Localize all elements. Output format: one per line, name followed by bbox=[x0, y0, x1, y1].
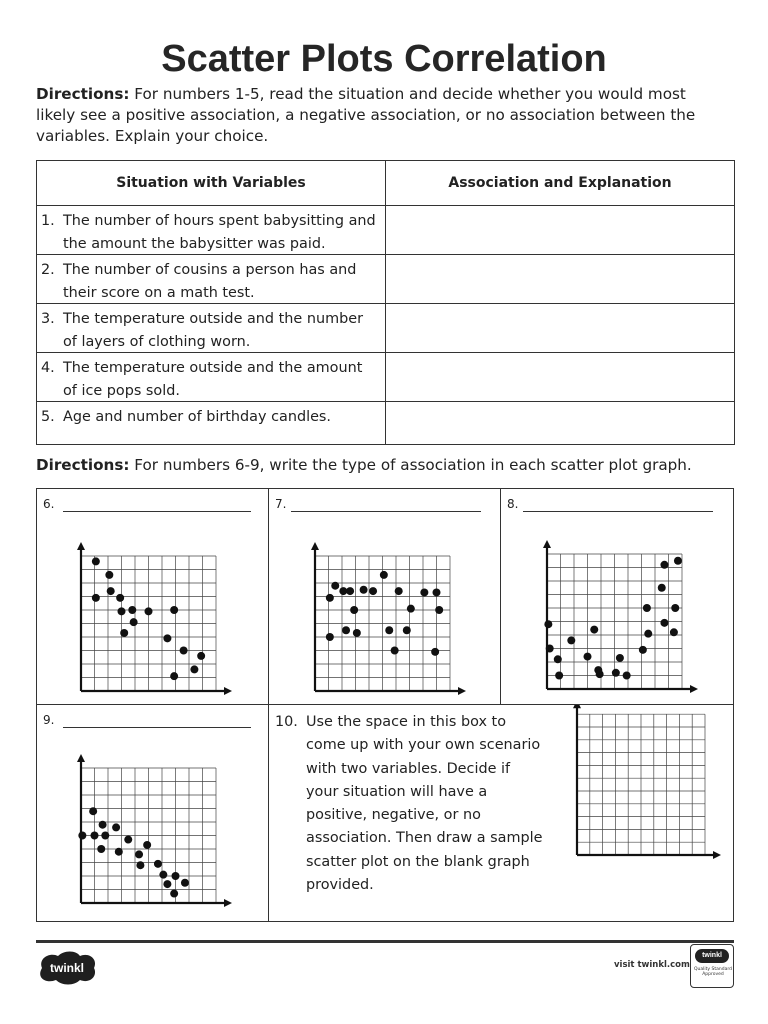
scatter-point bbox=[180, 647, 188, 655]
scatter-point bbox=[181, 879, 189, 887]
twinkl-logo-icon bbox=[36, 950, 98, 986]
directions-label: Directions: bbox=[36, 456, 130, 474]
scatter-point bbox=[112, 823, 120, 831]
scatter-point bbox=[623, 672, 631, 680]
question-number: 8. bbox=[507, 497, 519, 511]
row-situation: The temperature outside and the number of layers of clothing worn. bbox=[63, 311, 363, 350]
scatter-point bbox=[91, 832, 99, 840]
y-axis-arrow bbox=[543, 540, 551, 548]
scatter-point bbox=[172, 872, 180, 880]
scatter-point bbox=[670, 628, 678, 636]
scatter-point bbox=[546, 645, 554, 653]
scatter-point bbox=[89, 807, 97, 815]
scatter-point bbox=[660, 561, 668, 569]
answer-cell-4[interactable] bbox=[386, 353, 734, 401]
scatter-plot-8 bbox=[501, 489, 733, 705]
question-number: 9. bbox=[43, 713, 55, 727]
logo-text: twinkl bbox=[49, 961, 85, 975]
twinkl-logo bbox=[36, 950, 98, 990]
page-title: Scatter Plots Correlation bbox=[161, 38, 607, 80]
answer-cell-2[interactable] bbox=[386, 255, 734, 303]
scatter-point bbox=[78, 832, 86, 840]
answer-line-6[interactable] bbox=[63, 511, 251, 512]
scatter-point bbox=[326, 633, 334, 641]
scatter-point bbox=[143, 841, 151, 849]
row-number: 5. bbox=[41, 409, 55, 425]
scatter-point bbox=[584, 653, 592, 661]
scatter-point bbox=[612, 669, 620, 677]
scatter-point bbox=[105, 571, 113, 579]
x-axis-arrow bbox=[458, 687, 466, 695]
row-number: 3. bbox=[41, 311, 55, 327]
scatter-point bbox=[128, 606, 136, 614]
scatter-plot-7 bbox=[269, 489, 501, 705]
row-situation: The temperature outside and the amount of ice pops sold. bbox=[63, 360, 363, 399]
scatter-point bbox=[658, 584, 666, 592]
scatter-point bbox=[360, 586, 368, 594]
answer-line-8[interactable] bbox=[523, 511, 713, 512]
scatter-point bbox=[163, 880, 171, 888]
scatter-point bbox=[197, 652, 205, 660]
scatter-point bbox=[643, 604, 651, 612]
header-association: Association and Explanation bbox=[448, 175, 672, 191]
scatter-plot-6 bbox=[37, 489, 269, 705]
scatter-point bbox=[639, 646, 647, 654]
row-situation: The number of cousins a person has and their score on a math test. bbox=[63, 262, 357, 301]
y-axis-arrow bbox=[77, 542, 85, 550]
scatter-point bbox=[346, 587, 354, 595]
scatter-plots-grid bbox=[36, 488, 734, 922]
directions-2 bbox=[36, 455, 726, 476]
header-situation: Situation with Variables bbox=[37, 161, 386, 205]
scatter-point bbox=[369, 587, 377, 595]
scatter-point bbox=[644, 630, 652, 638]
table-row bbox=[37, 254, 734, 303]
scatter-point bbox=[385, 626, 393, 634]
scatter-point bbox=[170, 672, 178, 680]
scatter-point bbox=[433, 588, 441, 596]
question-10-text: Use the space in this box to come up with your own scenario with two variables. Decide if your situation will have a positive, negative, or no association. Then draw a sample scatter plot on the blank graph provided. bbox=[306, 714, 543, 894]
scatter-point bbox=[431, 648, 439, 656]
scatter-point bbox=[107, 587, 115, 595]
directions-text: For numbers 1-5, read the situation and decide whether you would most likely see a positive association, a negative association, or no association between the variables. Explain your choice. bbox=[36, 85, 696, 145]
answer-line-9[interactable] bbox=[63, 727, 251, 728]
scatter-point bbox=[555, 672, 563, 680]
answer-cell-3[interactable] bbox=[386, 304, 734, 352]
x-axis-arrow bbox=[224, 899, 232, 907]
row-situation: Age and number of birthday candles. bbox=[63, 409, 332, 425]
scatter-point bbox=[130, 618, 138, 626]
plot-cell-10 bbox=[269, 705, 733, 921]
y-axis-arrow bbox=[573, 705, 581, 708]
table-row bbox=[37, 352, 734, 401]
scatter-point bbox=[671, 604, 679, 612]
scatter-point bbox=[403, 626, 411, 634]
scatter-point bbox=[407, 605, 415, 613]
table-row bbox=[37, 205, 734, 254]
scatter-point bbox=[350, 606, 358, 614]
plot-cell-6 bbox=[37, 489, 269, 705]
scatter-point bbox=[118, 607, 126, 615]
scatter-point bbox=[674, 557, 682, 565]
scatter-point bbox=[101, 832, 109, 840]
plot-cell-9 bbox=[37, 705, 269, 921]
scatter-point bbox=[154, 860, 162, 868]
badge-text: Quality Standard Approved bbox=[694, 967, 732, 977]
visit-link[interactable]: visit twinkl.com bbox=[614, 960, 690, 970]
scatter-point bbox=[120, 629, 128, 637]
table-header bbox=[37, 161, 734, 205]
footer-rule bbox=[36, 940, 734, 943]
scatter-point bbox=[391, 647, 399, 655]
row-number: 4. bbox=[41, 360, 55, 376]
scatter-point bbox=[92, 557, 100, 565]
blank-graph-10[interactable] bbox=[269, 705, 733, 921]
x-axis-arrow bbox=[690, 685, 698, 693]
scatter-point bbox=[331, 582, 339, 590]
row-number: 1. bbox=[41, 213, 55, 229]
scatter-point bbox=[594, 666, 602, 674]
row-number: 2. bbox=[41, 262, 55, 278]
scatter-point bbox=[145, 607, 153, 615]
scatter-point bbox=[660, 619, 668, 627]
plot-cell-8 bbox=[501, 489, 733, 705]
answer-cell-1[interactable] bbox=[386, 206, 734, 254]
answer-cell-5[interactable] bbox=[386, 402, 734, 444]
scatter-point bbox=[124, 836, 132, 844]
y-axis-arrow bbox=[77, 754, 85, 762]
scatter-point bbox=[380, 571, 388, 579]
situations-table bbox=[36, 160, 735, 445]
table-row bbox=[37, 401, 734, 444]
scatter-point bbox=[92, 594, 100, 602]
directions-1 bbox=[36, 84, 726, 147]
scatter-point bbox=[136, 861, 144, 869]
row-situation: The number of hours spent babysitting and the amount the babysitter was paid. bbox=[63, 213, 376, 252]
x-axis-arrow bbox=[224, 687, 232, 695]
quality-badge bbox=[690, 944, 734, 988]
table-row bbox=[37, 303, 734, 352]
scatter-point bbox=[395, 587, 403, 595]
grid bbox=[81, 768, 216, 903]
scatter-point bbox=[135, 850, 143, 858]
answer-line-7[interactable] bbox=[291, 511, 481, 512]
question-number: 6. bbox=[43, 497, 55, 511]
scatter-point bbox=[170, 606, 178, 614]
scatter-point bbox=[97, 845, 105, 853]
question-number: 7. bbox=[275, 497, 287, 511]
scatter-point bbox=[326, 594, 334, 602]
scatter-point bbox=[544, 620, 552, 628]
scatter-point bbox=[115, 848, 123, 856]
scatter-point bbox=[567, 636, 575, 644]
x-axis-arrow bbox=[713, 851, 721, 859]
directions-label: Directions: bbox=[36, 85, 130, 103]
plot-cell-7 bbox=[269, 489, 501, 705]
scatter-plot-9 bbox=[37, 705, 269, 921]
scatter-point bbox=[435, 606, 443, 614]
y-axis-arrow bbox=[311, 542, 319, 550]
badge-logo: twinkl bbox=[695, 949, 729, 963]
scatter-point bbox=[342, 626, 350, 634]
scatter-point bbox=[99, 821, 107, 829]
scatter-point bbox=[554, 655, 562, 663]
scatter-point bbox=[616, 654, 624, 662]
question-number: 10. bbox=[275, 714, 298, 730]
scatter-point bbox=[159, 871, 167, 879]
scatter-point bbox=[163, 634, 171, 642]
directions-text: For numbers 6-9, write the type of association in each scatter plot graph. bbox=[129, 456, 692, 474]
scatter-point bbox=[590, 626, 598, 634]
grid bbox=[577, 714, 705, 855]
scatter-point bbox=[170, 890, 178, 898]
scatter-point bbox=[116, 594, 124, 602]
scatter-point bbox=[353, 629, 361, 637]
scatter-point bbox=[420, 588, 428, 596]
scatter-point bbox=[190, 665, 198, 673]
